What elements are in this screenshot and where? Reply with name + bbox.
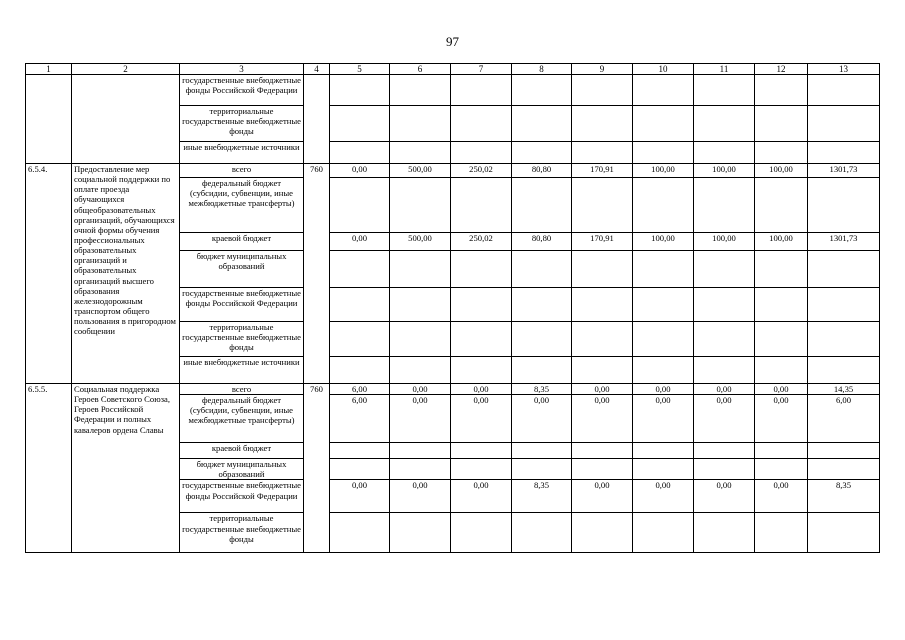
header-cell: 12 (755, 64, 808, 75)
value-cell (572, 75, 633, 106)
value-cell: 80,80 (512, 164, 572, 178)
value-cell (390, 75, 451, 106)
value-cell (330, 288, 390, 322)
value-cell (694, 178, 755, 233)
value-cell (694, 443, 755, 459)
code-cell: 760 (304, 164, 330, 384)
value-cell (512, 75, 572, 106)
value-cell (572, 322, 633, 357)
value-cell: 0,00 (330, 480, 390, 513)
measure-name-cell: Социальная поддержка Героев Советского Союза, Героев Российской Федерации и полных кавалеров ордена Славы (72, 384, 180, 553)
value-cell: 0,00 (390, 480, 451, 513)
value-cell (512, 513, 572, 553)
funding-source-cell: государственные внебюджетные фонды Российской Федерации (180, 75, 304, 106)
header-cell: 8 (512, 64, 572, 75)
value-cell (512, 178, 572, 233)
value-cell (512, 459, 572, 480)
value-cell: 80,80 (512, 233, 572, 251)
item-number-cell: 6.5.5. (26, 384, 72, 553)
value-cell: 0,00 (512, 395, 572, 443)
value-cell (390, 459, 451, 480)
funding-source-cell: всего (180, 164, 304, 178)
value-cell (330, 513, 390, 553)
value-cell (755, 357, 808, 384)
value-cell (572, 106, 633, 142)
value-cell (755, 142, 808, 164)
header-cell: 13 (808, 64, 880, 75)
value-cell: 0,00 (694, 480, 755, 513)
value-cell (512, 322, 572, 357)
value-cell (330, 443, 390, 459)
header-cell: 11 (694, 64, 755, 75)
value-cell (451, 288, 512, 322)
measure-name-cell: Предоставление мер социальной поддержки по оплате проезда обучающихся общеобразовательных организаций, обучающихся очной формы обучения профессиональных образовательных организаций и образовательных организаций высшего образования железнодорожным транспортом общего пользования в пригородном сообщении (72, 164, 180, 384)
value-cell (512, 106, 572, 142)
value-cell: 0,00 (390, 384, 451, 395)
value-cell (633, 142, 694, 164)
table-row (26, 164, 880, 178)
value-cell (633, 288, 694, 322)
value-cell (572, 513, 633, 553)
value-cell (512, 357, 572, 384)
value-cell (451, 75, 512, 106)
value-cell (633, 459, 694, 480)
value-cell: 500,00 (390, 233, 451, 251)
value-cell (808, 357, 880, 384)
value-cell (755, 513, 808, 553)
header-cell: 10 (633, 64, 694, 75)
value-cell (633, 75, 694, 106)
table-row (26, 384, 880, 395)
funding-source-cell: краевой бюджет (180, 443, 304, 459)
value-cell (808, 288, 880, 322)
value-cell: 6,00 (330, 384, 390, 395)
value-cell: 170,91 (572, 164, 633, 178)
value-cell: 100,00 (694, 164, 755, 178)
value-cell (633, 251, 694, 288)
value-cell (330, 178, 390, 233)
value-cell (694, 106, 755, 142)
budget-table (25, 63, 880, 553)
value-cell (451, 459, 512, 480)
value-cell (755, 322, 808, 357)
value-cell (694, 322, 755, 357)
funding-source-cell: территориальные государственные внебюджетные фонды (180, 106, 304, 142)
value-cell (451, 251, 512, 288)
value-cell: 0,00 (572, 480, 633, 513)
funding-source-cell: государственные внебюджетные фонды Российской Федерации (180, 288, 304, 322)
value-cell (572, 251, 633, 288)
header-cell: 4 (304, 64, 330, 75)
value-cell: 0,00 (330, 233, 390, 251)
value-cell (694, 251, 755, 288)
value-cell (512, 443, 572, 459)
value-cell (755, 443, 808, 459)
value-cell (390, 513, 451, 553)
value-cell (390, 322, 451, 357)
value-cell (390, 357, 451, 384)
value-cell (694, 142, 755, 164)
value-cell (808, 513, 880, 553)
value-cell (572, 459, 633, 480)
item-number-cell (26, 75, 72, 164)
value-cell: 0,00 (572, 395, 633, 443)
value-cell (755, 288, 808, 322)
page-number: 97 (446, 34, 459, 49)
value-cell (330, 459, 390, 480)
value-cell (808, 178, 880, 233)
value-cell (390, 251, 451, 288)
value-cell (330, 75, 390, 106)
code-cell (304, 75, 330, 164)
header-cell: 3 (180, 64, 304, 75)
value-cell: 0,00 (451, 384, 512, 395)
value-cell (451, 443, 512, 459)
value-cell (755, 459, 808, 480)
funding-source-cell: территориальные государственные внебюджетные фонды (180, 513, 304, 553)
value-cell: 6,00 (808, 395, 880, 443)
value-cell: 250,02 (451, 233, 512, 251)
value-cell (755, 106, 808, 142)
value-cell (390, 142, 451, 164)
value-cell (808, 75, 880, 106)
funding-source-cell: федеральный бюджет (субсидии, субвенции, иные межбюджетные трансферты) (180, 178, 304, 233)
value-cell (633, 106, 694, 142)
funding-source-cell: территориальные государственные внебюджетные фонды (180, 322, 304, 357)
funding-source-cell: федеральный бюджет (субсидии, субвенции, иные межбюджетные трансферты) (180, 395, 304, 443)
value-cell (572, 288, 633, 322)
value-cell (694, 513, 755, 553)
value-cell: 170,91 (572, 233, 633, 251)
value-cell (572, 357, 633, 384)
value-cell (451, 142, 512, 164)
funding-source-cell: бюджет муниципальных образований (180, 459, 304, 480)
header-cell: 7 (451, 64, 512, 75)
value-cell (572, 443, 633, 459)
value-cell (390, 288, 451, 322)
value-cell: 0,00 (390, 395, 451, 443)
value-cell: 0,00 (694, 384, 755, 395)
value-cell (512, 288, 572, 322)
funding-source-cell: всего (180, 384, 304, 395)
value-cell: 1301,73 (808, 233, 880, 251)
code-cell: 760 (304, 384, 330, 553)
value-cell: 8,35 (512, 480, 572, 513)
value-cell (390, 106, 451, 142)
value-cell (330, 322, 390, 357)
value-cell: 100,00 (755, 164, 808, 178)
value-cell (808, 322, 880, 357)
value-cell (633, 322, 694, 357)
value-cell (451, 106, 512, 142)
value-cell: 0,00 (633, 395, 694, 443)
value-cell: 8,35 (808, 480, 880, 513)
value-cell (451, 513, 512, 553)
value-cell (808, 459, 880, 480)
value-cell (330, 357, 390, 384)
value-cell (451, 322, 512, 357)
header-cell: 1 (26, 64, 72, 75)
value-cell (808, 443, 880, 459)
value-cell: 0,00 (330, 164, 390, 178)
value-cell (694, 75, 755, 106)
funding-source-cell: иные внебюджетные источники (180, 142, 304, 164)
value-cell (451, 357, 512, 384)
header-cell: 2 (72, 64, 180, 75)
value-cell: 0,00 (694, 395, 755, 443)
value-cell (330, 251, 390, 288)
value-cell: 14,35 (808, 384, 880, 395)
value-cell (330, 142, 390, 164)
value-cell (755, 251, 808, 288)
value-cell (512, 251, 572, 288)
value-cell (390, 178, 451, 233)
table-row (26, 75, 880, 106)
value-cell (512, 142, 572, 164)
header-cell: 6 (390, 64, 451, 75)
value-cell (390, 443, 451, 459)
value-cell: 500,00 (390, 164, 451, 178)
header-cell: 5 (330, 64, 390, 75)
value-cell: 0,00 (755, 384, 808, 395)
funding-source-cell: краевой бюджет (180, 233, 304, 251)
value-cell (451, 178, 512, 233)
value-cell: 0,00 (755, 395, 808, 443)
value-cell (633, 443, 694, 459)
measure-name-cell (72, 75, 180, 164)
value-cell: 100,00 (694, 233, 755, 251)
value-cell: 100,00 (633, 233, 694, 251)
value-cell (694, 288, 755, 322)
item-number-cell: 6.5.4. (26, 164, 72, 384)
value-cell: 100,00 (755, 233, 808, 251)
value-cell (694, 357, 755, 384)
value-cell (808, 106, 880, 142)
value-cell (755, 75, 808, 106)
value-cell: 250,02 (451, 164, 512, 178)
value-cell: 0,00 (451, 480, 512, 513)
value-cell (330, 106, 390, 142)
value-cell: 0,00 (755, 480, 808, 513)
value-cell (572, 142, 633, 164)
value-cell (808, 251, 880, 288)
funding-source-cell: бюджет муниципальных образований (180, 251, 304, 288)
header-cell: 9 (572, 64, 633, 75)
value-cell (633, 513, 694, 553)
value-cell: 8,35 (512, 384, 572, 395)
funding-source-cell: иные внебюджетные источники (180, 357, 304, 384)
value-cell: 0,00 (572, 384, 633, 395)
value-cell: 100,00 (633, 164, 694, 178)
value-cell: 6,00 (330, 395, 390, 443)
value-cell (808, 142, 880, 164)
value-cell: 1301,73 (808, 164, 880, 178)
value-cell (755, 178, 808, 233)
value-cell (633, 357, 694, 384)
value-cell (694, 459, 755, 480)
header-row (26, 64, 880, 75)
value-cell: 0,00 (633, 480, 694, 513)
value-cell: 0,00 (633, 384, 694, 395)
value-cell (572, 178, 633, 233)
value-cell: 0,00 (451, 395, 512, 443)
funding-source-cell: государственные внебюджетные фонды Российской Федерации (180, 480, 304, 513)
value-cell (633, 178, 694, 233)
